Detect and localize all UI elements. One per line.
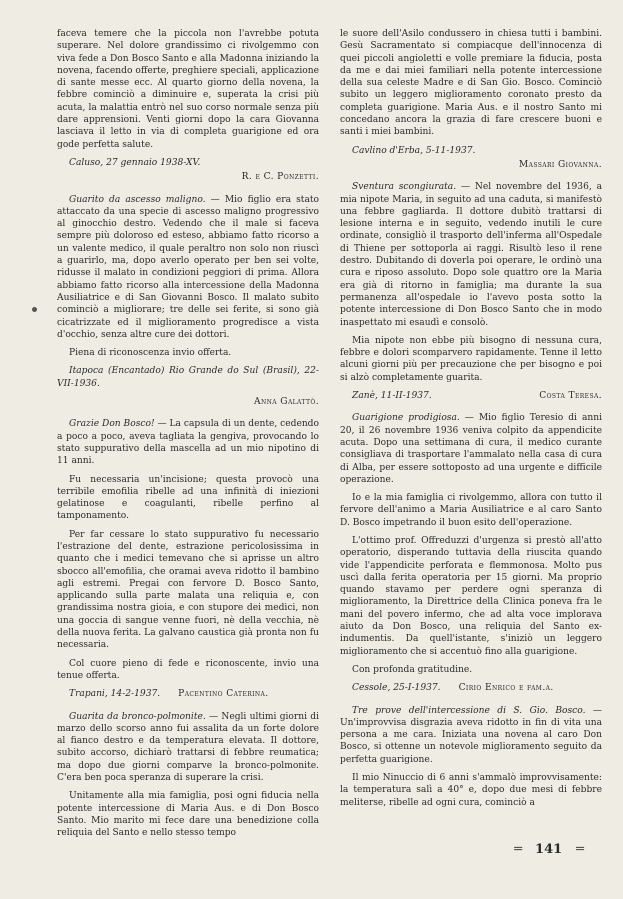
paragraph-text: Col cuore pieno di fede e riconoscente, invio una tenue offerta. [57,658,319,681]
paragraph [340,181,602,329]
section-gap [340,697,602,705]
text-block [340,705,602,766]
text-block [57,790,319,839]
text-block [340,28,602,139]
paragraph-text: — Un'improvvisa disgrazia aveva ridotto in fin di vita una persona a me cara. Iniziata una novena al caro Don Bosco, si ottenne un notevole miglioramento seguito da perfetta guarigione. [340,705,602,765]
text-block [340,535,602,658]
paragraph-title: Tre prove dell'intercessione di S. Gio. Bosco. [352,705,586,716]
paragraph-text: Con profonda gratitudine. [352,664,473,675]
text-block [340,772,602,809]
paragraph-text: Per far cessare lo stato suppurativo fu necessario l'estrazione del dente, estrazione pericolosissima in quanto che i medici temevano che si aprisse un altro sbocco all'emofilia, che oramai aveva ridotto il bambino agli estremi. Pregai con fervore D. Bosco Santo, applicando sulla parte malata una reliquia e, con grandissima nostra gioia, e con stupore dei medici, non una goccia di sangue venne fuori, nè della vecchia, nè della nuova ferita. La galvano caustica già pronta non fu necessaria. [57,529,319,651]
paragraph [57,28,319,151]
paragraph [57,418,319,467]
page-footer [514,842,583,857]
text-block [340,335,602,384]
paragraph-text: — Mio figlio era stato attaccato da una specie di ascesso maligno progressivo al ginocchio destro. Vedendo che il male si faceva sempre più doloroso ed esteso, abbiamo fatto ricorso a un valente medico, il quale peraltro non solo non riuscì a guarirlo, ma, dopo averlo operato per ben sei volte, ridusse il malato in condizioni peggiori di prima. Allora abbiamo fatto ricorso alla intercessione della Madonna Ausiliatrice e di San Giovanni Bosco. Il malato subito cominciò a migliorare; tre delle sei ferite, si sono già cicatrizzate ed il miglioramento progredisce a vista d'occhio, senza altre cure dei dottori. [57,194,319,340]
section-gap [340,173,602,181]
signature-name: Pacentino Caterina. [178,689,269,700]
paragraph-text: Io e la mia famiglia ci rivolgemmo, allora con tutto il fervore dell'animo a Maria Ausiliatrice e al caro Santo D. Bosco impetrando il buon esito dell'operazione. [340,493,602,528]
paragraph-text: L'ottimo prof. Offreduzzi d'urgenza si prestò all'atto operatorio, disperando tuttavia della riuscita quando vide l'appendicite perforata e flemmonosa. Molto pus uscì dalla ferita operatoria per 15 giorni. Ma proprio quando stavamo per perdere ogni speranza di miglioramento, la Direttrice della Clinica poneva fra le mani del povero infermo, che ad alta voce implorava aiuto da Don Bosco, una reliquia del Santo ex-indumentis. Da quell'istante, s'iniziò un leggero miglioramento che si accentuò fino alla guarigione. [340,535,602,657]
paragraph-title: Sventura scongiurata. [352,182,457,193]
ornament-right: ═ [576,842,583,857]
paragraph-text: — Mio figlio Teresio di anni 20, il 26 novembre 1936 veniva colpito da appendicite acuta. Dopo una settimana di cura, il medico curante consigliava di trasportare l'ammalato nella casa di cura di Alba, per essere sottoposto ad una urgente e difficile operazione. [340,413,602,485]
paragraph [57,658,319,683]
ornament-left: ═ [514,842,522,857]
section-gap [57,186,319,194]
paragraph-text: — La capsula di un dente, cedendo a poco a poco, aveva tagliata la gengiva, provocando lo stato suppurativo della mascella ad un mio nipotino di 11 anni. [57,419,319,467]
text-block [57,194,319,342]
text-block [57,658,319,683]
paragraph-text: Fu necessaria un'incisione; questa provocò una terribile emofilia ribelle ad una infinità di iniezioni gelatinose e coagulanti, ribelle perfino al tamponamento. [57,474,319,522]
text-block [57,711,319,785]
text-block [340,412,602,486]
text-block [57,28,319,151]
text-block [57,418,319,467]
paragraph [340,28,602,139]
paragraph [340,335,602,384]
signature-name: Cirio Enrico e fam.a. [458,683,554,694]
paragraph-title: Guarita da bronco-polmonite. [69,711,206,722]
signature-name: R. e C. Ponzetti. [241,172,319,183]
text-block [340,664,602,676]
signature-line [57,396,319,408]
signature-line [57,157,319,169]
paragraph [57,790,319,839]
section-gap [57,410,319,418]
paragraph-text: Unitamente alla mia famiglia, posi ogni fiducia nella potente intercessione di Maria Aus. e di Don Bosco Santo. Mio marito mi fece dare una benedizione colla reliquia del Santo e nello stesso tempo [57,791,319,839]
signature-name: Anna Galattò. [253,397,319,408]
signature-place-date: Cessole, 25-I-1937. [352,683,441,694]
paragraph-title: Guarigione prodigiosa. [352,413,460,424]
paragraph [340,705,602,766]
section-gap [57,703,319,711]
paragraph [57,529,319,652]
paragraph [340,535,602,658]
paragraph [57,347,319,359]
paragraph-text: le suore dell'Asilo condussero in chiesa tutti i bambini. Gesù Sacramentato si compiacque dell'innocenza di quei piccoli angioletti e volle premiare la fiducia, posta da me e dai miei familiari nella potente intercessione della sua celeste Madre e di San Gio. Bosco. Cominciò subito un leggero miglioramento coronato presto da completa guarigione. Maria Aus. e il nostro Santo mi concedano ancora la grazia di fare crescere buoni e santi i miei bambini. [340,29,602,138]
paragraph-text: Itapoca (Encantado) Rio Grande do Sul (Brasil), 22-VII-1936. [57,366,319,389]
page-number: 141 [535,842,563,857]
paragraph-text: Piena di riconoscenza invio offerta. [69,348,232,359]
text-block [57,347,319,359]
signature-place-date: Zanè, 11-II-1937. [352,391,432,402]
paragraph-text: Il mio Ninuccio di 6 anni s'ammalò improvvisamente: la temperatura salì a 40° e, dopo due mesi di febbre meliterse, ribelle ad ogni cura, cominciò a [340,773,602,808]
paragraph-title: Grazie Don Bosco! [69,419,155,430]
signature-place-date: Cavlino d'Erba, 5-11-1937. [352,145,476,156]
paragraph [57,474,319,523]
section-gap [340,404,602,412]
signature-line [340,159,602,171]
paragraph-title: Guarito da ascesso maligno. [69,194,206,205]
text-block [340,181,602,329]
text-block [57,529,319,652]
left-column [57,28,319,846]
paragraph [57,711,319,785]
paragraph [57,194,319,342]
signature-place-date: Caluso, 27 gennaio 1938-XV. [69,157,201,168]
margin-dot [32,307,37,312]
text-block [57,365,319,390]
text-block [340,492,602,529]
paragraph-text: — Nel novembre del 1936, a mia nipote Maria, in seguito ad una caduta, si manifestò una febbre gagliarda. Il dottore dubitò trattarsi di lesione interna e in seguito, vedendo inutili le cure ordinate, consigliò il trasporto dell'inferma all'Ospedale di Thiene per sottoporla ai raggi. Risultò leso il rene destro. Dubitando di doverla poi operare, le ordinò una cura e riposo assoluto. Dopo sole quattro ore la Maria era già di ritorno in famiglia; ma durante la sua permanenza all'ospedale io l'avevo posta sotto la potente intercessione di Don Bosco Santo che in modo inaspettato mi esaudì e consolò. [340,182,602,328]
right-column [340,28,602,815]
paragraph [340,492,602,529]
paragraph-text: — Negli ultimi giorni di marzo dello scorso anno fui assalita da un forte dolore al fianco destro e da temperatura elevata. Il dottore, subito accorso, dichiarò trattarsi di febbre reumatica; ma dopo due giorni comparve la bronco-polmonite. C'era ben poca speranza di superare la crisi. [57,711,319,784]
signature-line [340,145,602,157]
signature-name: Massari Giovanna. [518,159,602,170]
signature-place-date: Trapani, 14-2-1937. [69,689,161,700]
signature-line [57,688,319,700]
signature-line [57,171,319,183]
paragraph-text: faceva temere che la piccola non l'avrebbe potuta superare. Nel dolore grandissimo ci rivolgemmo con viva fede a Don Bosco Santo e alla Madonna iniziando la novena, facendo offerte, preghiere speciali, applicazione di sante messe ecc. Al quarto giorno della novena, la febbre cominciò a diminuire e, superata la crisi più acuta, la malattia entrò nel suo corso normale senza più dare apprensioni. Venti giorni dopo la cara Giovanna lasciava il letto in via di completa guarigione ed ora gode perfetta salute. [57,29,319,150]
paragraph [340,412,602,486]
text-block [57,474,319,523]
paragraph [340,664,602,676]
signature-line [340,682,602,694]
signature-line [340,390,602,402]
signature-name: Costa Teresa. [539,391,602,402]
paragraph [340,772,602,809]
paragraph [57,365,319,390]
paragraph-text: Mia nipote non ebbe più bisogno di nessuna cura, febbre e dolori scomparvero rapidamente. Tenne il letto alcuni giorni più per precauzione che per bisogno e poi si alzò completamente guarita. [340,335,602,383]
